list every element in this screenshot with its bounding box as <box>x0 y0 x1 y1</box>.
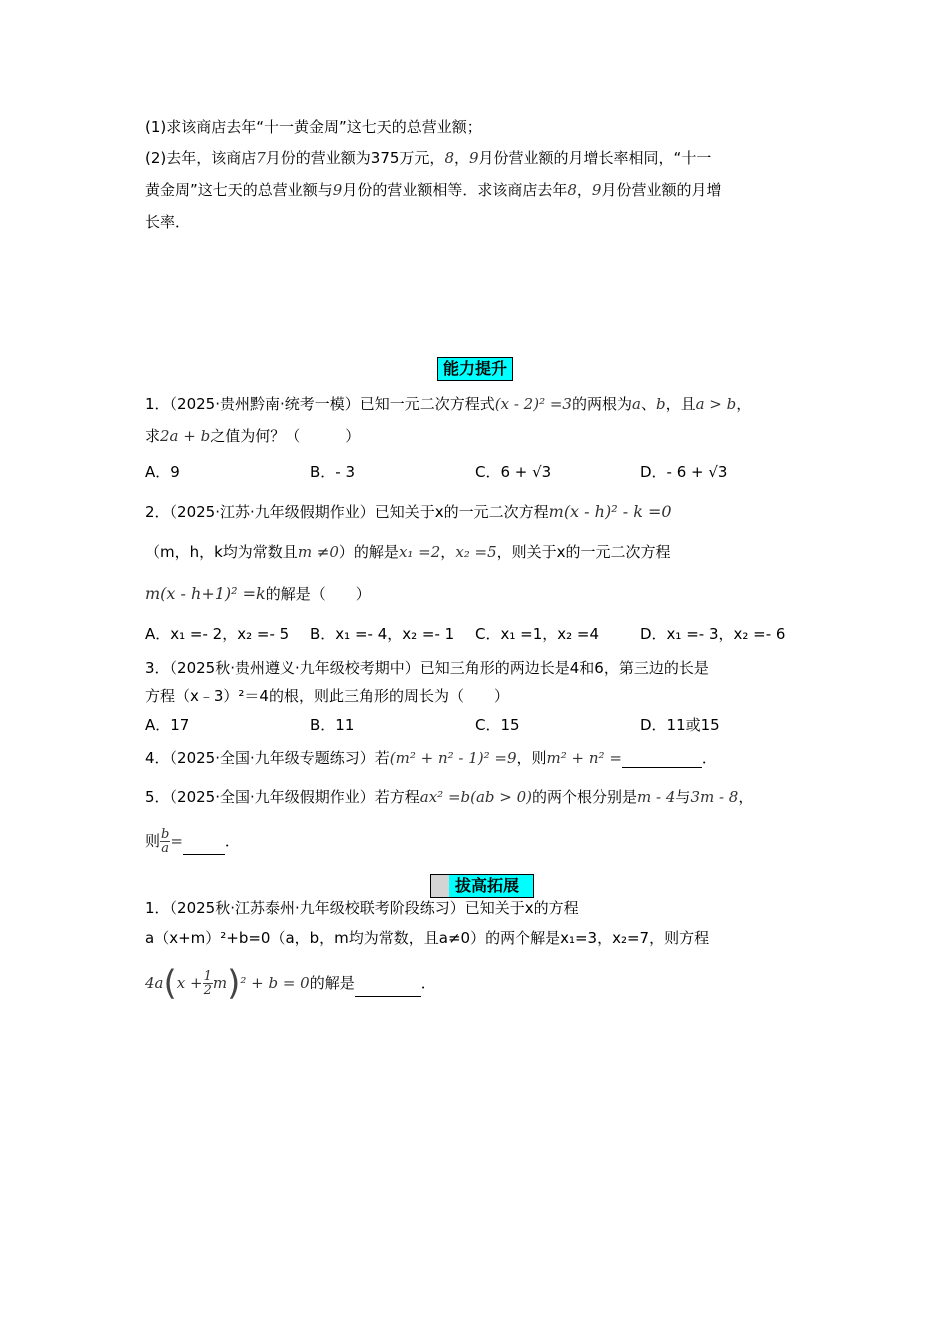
problem-1-option-a: A．9 <box>145 463 180 481</box>
fraction-b-over-a: $\frac{b}{a}$ <box>161 827 170 856</box>
problem-2-line-1: 2．（2025·江苏·九年级假期作业）已知关于x的一元二次方程m(x - h)² - k =0 <box>145 502 672 521</box>
part-a-question-2-line-1: (2)去年，该商店7月份的营业额为375万元，8，9月份营业额的月增长率相同，“十一 <box>145 149 712 167</box>
extension-problem-line-2: a（x+m）²+b=0（a，b，m均为常数，且a≠0）的两个解是x₁=3，x₂=7，则方程 <box>145 929 710 947</box>
problem-1-option-d: D．- 6 + √3 <box>640 463 728 481</box>
problem-2-line-3: m(x - h+1)² =k的解是（ ） <box>145 584 371 603</box>
problem-3-option-b: B．11 <box>310 716 355 734</box>
extension-problem-line-1: 1．（2025秋·江苏泰州·九年级校联考阶段练习）已知关于x的方程 <box>145 899 579 917</box>
answer-blank <box>183 838 225 855</box>
part-a-question-1: (1)求该商店去年“十一黄金周”这七天的总营业额； <box>145 118 482 136</box>
part-a-question-2-line-2: 黄金周”这七天的总营业额与9月份的营业额相等．求该商店去年8，9月份营业额的月增 <box>145 181 722 199</box>
problem-3-line-1: 3．（2025秋·贵州遵义·九年级校考期中）已知三角形的两边长是4和6，第三边的长是 <box>145 659 709 677</box>
problem-5-line-2: 则 $\frac{b}{a}$ = ． <box>145 827 240 856</box>
problem-3-line-2: 方程（x﹣3）²＝4的根，则此三角形的周长为（ ） <box>145 687 509 705</box>
problem-3-option-a: A．17 <box>145 716 190 734</box>
problem-2-option-b: B．x₁ =- 4，x₂ =- 1 <box>310 625 455 643</box>
problem-1-line-2: 求2a + b之值为何？（ ） <box>145 427 361 445</box>
problem-2-option-d: D．x₁ =- 3，x₂ =- 6 <box>640 625 786 643</box>
problem-2-option-c: C．x₁ =1，x₂ =4 <box>475 625 600 643</box>
fraction-one-half: $\frac{1}{2}$ <box>203 969 212 998</box>
problem-3-option-c: C．15 <box>475 716 520 734</box>
problem-2-line-2: （m，h，k均为常数且m ≠0）的解是x₁ =2，x₂ =5，则关于x的一元二次方程 <box>145 543 671 561</box>
problem-3-option-d: D．11或15 <box>640 716 720 734</box>
extension-problem-line-3: 4a(x + $\frac{1}{2}$ m)² + b = 0的解是 ． <box>145 963 436 1004</box>
answer-blank <box>355 980 421 997</box>
problem-5-line-1: 5．（2025·全国·九年级假期作业）若方程ax² =b(ab > 0)的两个根分别是m - 4与3m - 8， <box>145 788 754 806</box>
answer-blank <box>622 751 702 768</box>
problem-4: 4．（2025·全国·九年级专题练习）若(m² + n² - 1)² =9，则m² + n² = ． <box>145 749 717 767</box>
part-a-question-2-line-3: 长率． <box>145 213 191 231</box>
problem-1-line-1: 1．（2025·贵州黔南·统考一模）已知一元二次方程式(x - 2)² =3的两根为a、b，且a > b， <box>145 395 752 413</box>
section-heading-extension: 拔高拓展 <box>430 874 534 898</box>
section-heading-ability: 能力提升 <box>437 357 513 381</box>
problem-1-option-b: B．- 3 <box>310 463 356 481</box>
problem-1-option-c: C．6 + √3 <box>475 463 552 481</box>
problem-2-option-a: A．x₁ =- 2，x₂ =- 5 <box>145 625 290 643</box>
